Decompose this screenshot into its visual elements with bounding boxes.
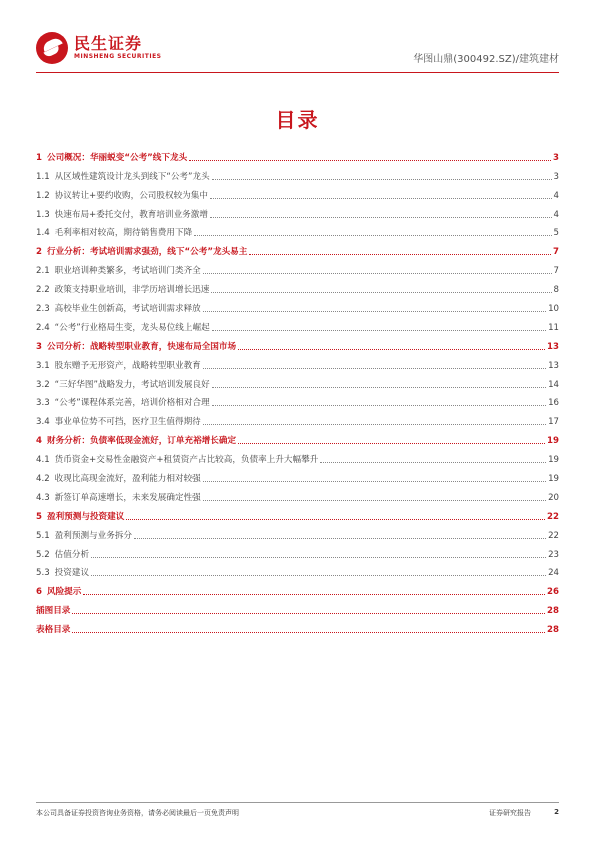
toc-dot-leader	[203, 368, 546, 369]
toc-entry-label: 快速布局+委托交付，教育培训业务激增	[54, 209, 208, 220]
toc-subsection-entry[interactable]	[36, 182, 559, 201]
toc-entry-label: 盈利预测与投资建议	[46, 511, 125, 522]
toc-dot-leader	[134, 538, 546, 539]
toc-subsection-entry[interactable]	[36, 257, 559, 276]
toc-entry-label: 收现比高现金流好，盈利能力相对较强	[54, 474, 201, 485]
toc-entry-number: 1.4	[36, 228, 50, 239]
toc-dot-leader	[210, 217, 552, 218]
toc-entry-page: 4	[553, 209, 559, 220]
toc-section-entry[interactable]	[36, 597, 559, 616]
toc-dot-leader	[194, 235, 551, 236]
report-type: 证券研究报告	[489, 809, 531, 817]
toc-entry-number: 3.4	[36, 417, 50, 428]
toc-dot-leader	[189, 160, 551, 161]
toc-entry-label: 盈利预测与业务拆分	[54, 530, 133, 541]
toc-section-entry[interactable]	[36, 503, 559, 522]
toc-entry-page: 3	[553, 171, 559, 182]
toc-entry-number: 3.2	[36, 379, 50, 390]
toc-entry-page: 17	[548, 417, 559, 428]
toc-entry-number: 2	[36, 247, 42, 258]
toc-dot-leader	[211, 292, 551, 293]
toc-dot-leader	[210, 198, 552, 199]
toc-dot-leader	[203, 311, 546, 312]
toc-entry-page: 7	[553, 247, 559, 258]
toc-entry-number: 5.3	[36, 568, 50, 579]
toc-dot-leader	[203, 481, 546, 482]
toc-entry-number: 1.2	[36, 190, 50, 201]
toc-entry-page: 22	[547, 511, 559, 522]
toc-dot-leader	[238, 443, 545, 444]
toc-entry-page: 14	[548, 379, 559, 390]
toc-dot-leader	[212, 387, 546, 388]
toc-dot-leader	[203, 424, 546, 425]
footer-divider	[36, 802, 559, 803]
toc-subsection-entry[interactable]	[36, 465, 559, 484]
toc-entry-number: 4.3	[36, 492, 50, 503]
toc-entry-label: 财务分析：负债率低现金流好，订单充裕增长确定	[46, 436, 237, 447]
toc-entry-page: 24	[548, 568, 559, 579]
toc-entry-label: 投资建议	[54, 568, 90, 579]
toc-entry-number: 1	[36, 152, 42, 163]
toc-section-entry[interactable]	[36, 578, 559, 597]
toc-entry-page: 11	[548, 322, 559, 333]
toc-entry-label: 政策支持职业培训，非学历培训增长迅速	[54, 285, 210, 296]
toc-dot-leader	[249, 254, 551, 255]
toc-subsection-entry[interactable]	[36, 276, 559, 295]
toc-entry-page: 28	[547, 625, 559, 636]
toc-dot-leader	[203, 500, 546, 501]
toc-entry-label: 毛利率相对较高，期待销售费用下降	[54, 228, 193, 239]
toc-subsection-entry[interactable]	[36, 220, 559, 239]
toc-subsection-entry[interactable]	[36, 390, 559, 409]
toc-subsection-entry[interactable]	[36, 541, 559, 560]
toc-entry-label: 公司分析：战略转型职业教育，快速布局全国市场	[46, 341, 237, 352]
toc-entry-number: 2.2	[36, 285, 50, 296]
toc-subsection-entry[interactable]	[36, 522, 559, 541]
toc-subsection-entry[interactable]	[36, 352, 559, 371]
toc-entry-page: 13	[548, 360, 559, 371]
toc-entry-page: 10	[548, 304, 559, 315]
toc-dot-leader	[91, 557, 546, 558]
toc-dot-leader	[320, 462, 546, 463]
toc-entry-label: 行业分析：考试培训需求强劲，线下“公考”龙头易主	[46, 247, 248, 258]
toc-dot-leader	[126, 519, 545, 520]
toc-subsection-entry[interactable]	[36, 201, 559, 220]
logo-text	[74, 35, 162, 61]
logo-english-name: MINSHENG SECURITIES	[74, 53, 162, 60]
toc-entry-number: 4	[36, 436, 42, 447]
toc-entry-label: 风险提示	[46, 587, 82, 598]
toc-entry-page: 23	[548, 549, 559, 560]
toc-entry-page: 19	[547, 436, 559, 447]
toc-subsection-entry[interactable]	[36, 314, 559, 333]
toc-section-entry[interactable]	[36, 144, 559, 163]
toc-entry-page: 20	[548, 492, 559, 503]
toc-dot-leader	[203, 273, 552, 274]
toc-entry-number: 5.2	[36, 549, 50, 560]
toc-entry-label: 估值分析	[54, 549, 90, 560]
toc-entry-number: 3.1	[36, 360, 50, 371]
toc-dot-leader	[72, 613, 545, 614]
toc-entry-number: 6	[36, 587, 42, 598]
toc-dot-leader	[212, 330, 546, 331]
toc-entry-page: 19	[548, 474, 559, 485]
toc-dot-leader	[238, 349, 545, 350]
toc-entry-number: 1.1	[36, 171, 50, 182]
toc-entry-number: 2.4	[36, 322, 50, 333]
header-divider	[36, 72, 559, 73]
toc-entry-page: 4	[553, 190, 559, 201]
toc-entry-label: 插图目录	[36, 606, 71, 617]
toc-dot-leader	[91, 575, 546, 576]
toc-entry-label: 新签订单高速增长，未来发展确定性强	[54, 492, 201, 503]
toc-section-entry[interactable]	[36, 333, 559, 352]
footer-disclaimer: 本公司具备证券投资咨询业务资格，请务必阅读最后一页免责声明	[36, 809, 239, 817]
toc-entry-page: 7	[553, 266, 559, 277]
toc-subsection-entry[interactable]	[36, 295, 559, 314]
toc-entry-page: 19	[548, 455, 559, 466]
minsheng-logo	[36, 32, 162, 64]
table-of-contents	[36, 144, 559, 635]
toc-entry-label: 从区域性建筑设计龙头到线下“公考”龙头	[54, 171, 210, 182]
toc-subsection-entry[interactable]	[36, 163, 559, 182]
toc-entry-number: 2.1	[36, 266, 50, 277]
page-header	[36, 28, 559, 72]
toc-entry-number: 4.2	[36, 474, 50, 485]
toc-entry-page: 8	[553, 285, 559, 296]
toc-dot-leader	[72, 632, 545, 633]
toc-entry-label: 表格目录	[36, 625, 71, 636]
toc-entry-page: 3	[553, 152, 559, 163]
stock-and-sector: 华图山鼎(300492.SZ)/建筑建材	[413, 54, 559, 65]
page-title: 目录	[275, 108, 320, 132]
toc-entry-label: 高校毕业生创新高，考试培训需求释放	[54, 304, 201, 315]
toc-entry-number: 5	[36, 511, 42, 522]
toc-dot-leader	[212, 179, 552, 180]
toc-entry-number: 4.1	[36, 455, 50, 466]
toc-entry-label: “公考”课程体系完善，培训价格相对合理	[54, 398, 210, 409]
toc-entry-label: 协议转让+要约收购，公司股权较为集中	[54, 190, 208, 201]
toc-entry-page: 22	[548, 530, 559, 541]
toc-subsection-entry[interactable]	[36, 446, 559, 465]
toc-entry-label: 股东赠予无形资产，战略转型职业教育	[54, 360, 201, 371]
toc-entry-number: 5.1	[36, 530, 50, 541]
page-number: 2	[554, 808, 559, 816]
toc-subsection-entry[interactable]	[36, 371, 559, 390]
toc-entry-page: 13	[547, 341, 559, 352]
toc-section-entry[interactable]	[36, 427, 559, 446]
toc-entry-number: 1.3	[36, 209, 50, 220]
toc-subsection-entry[interactable]	[36, 484, 559, 503]
toc-entry-page: 5	[553, 228, 559, 239]
toc-dot-leader	[212, 405, 546, 406]
toc-entry-page: 26	[547, 587, 559, 598]
toc-dot-leader	[83, 594, 545, 595]
toc-entry-number: 3.3	[36, 398, 50, 409]
toc-entry-page: 16	[548, 398, 559, 409]
toc-entry-label: 职业培训种类繁多，考试培训门类齐全	[54, 266, 201, 277]
toc-entry-label: 公司概况：华丽蜕变“公考”线下龙头	[46, 152, 188, 163]
toc-section-entry[interactable]	[36, 616, 559, 635]
toc-entry-number: 3	[36, 341, 42, 352]
toc-entry-label: 货币资金+交易性金融资产+租赁资产占比较高，负债率上升大幅攀升	[54, 455, 319, 466]
toc-entry-page: 28	[547, 606, 559, 617]
toc-entry-label: 事业单位势不可挡，医疗卫生值得期待	[54, 417, 201, 428]
toc-subsection-entry[interactable]	[36, 560, 559, 579]
toc-entry-number: 2.3	[36, 304, 50, 315]
minsheng-logo-icon	[36, 32, 68, 64]
toc-entry-label: “三好华图”战略发力，考试培训发展良好	[54, 379, 210, 390]
toc-section-entry[interactable]	[36, 238, 559, 257]
toc-subsection-entry[interactable]	[36, 408, 559, 427]
logo-chinese-name: 民生证券	[74, 34, 143, 53]
toc-entry-label: “公考”行业格局生变，龙头易位线上崛起	[54, 322, 210, 333]
